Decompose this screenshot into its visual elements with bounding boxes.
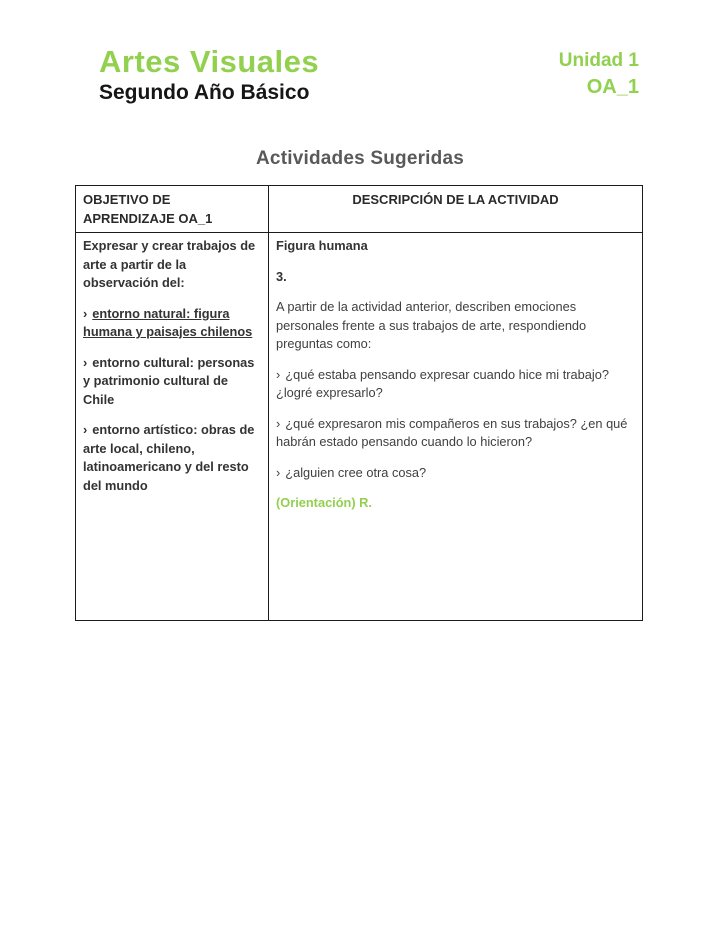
activity-cell [269, 233, 643, 621]
table-header-row [76, 186, 643, 233]
bullet-marker: › [276, 464, 281, 480]
oa-label: OA_1 [586, 76, 639, 98]
activity-question-3 [276, 464, 635, 483]
doc-header-right [559, 48, 639, 101]
bullet-marker: › [83, 354, 88, 370]
activity-question-2 [276, 415, 635, 452]
unit-label: Unidad 1 [558, 50, 639, 71]
orientation-note: (Orientación) R. [276, 495, 372, 510]
activity-heading: Figura humana [276, 238, 368, 253]
col-header-description: DESCRIPCIÓN DE LA ACTIVIDAD [269, 186, 643, 233]
bullet-marker: › [276, 415, 281, 431]
section-title: Actividades Sugeridas [256, 148, 464, 169]
grade-subtitle: Segundo Año Básico [99, 81, 310, 104]
activity-number: 3. [276, 268, 287, 284]
activity-intro: A partir de la actividad anterior, describen emociones personales frente a sus trabajos de arte, respondiendo preguntas como: [276, 299, 587, 351]
col-header-objective: OBJETIVO DE APRENDIZAJE OA_1 [76, 186, 269, 233]
question-text: ¿qué estaba pensando expresar cuando hice mi trabajo? ¿logré expresarlo? [276, 366, 609, 400]
objective-bullet-artistico [83, 421, 261, 495]
table-body-row [76, 233, 643, 621]
objective-intro: Expresar y crear trabajos de arte a partir de la observación del: [83, 238, 256, 290]
objective-cell [76, 233, 269, 621]
activities-table [75, 185, 643, 621]
question-text: ¿alguien cree otra cosa? [285, 464, 427, 480]
course-title: Artes Visuales [99, 44, 320, 79]
bullet-text: entorno cultural: personas y patrimonio cultural de Chile [83, 354, 255, 407]
bullet-text: entorno natural: figura humana y paisajes chilenos [83, 305, 253, 339]
bullet-marker: › [83, 305, 88, 321]
question-text: ¿qué expresaron mis compañeros en sus trabajos? ¿en qué habrán estado pensando cuando lo hicieron? [276, 415, 628, 449]
bullet-marker: › [276, 366, 281, 382]
bullet-marker: › [83, 422, 88, 437]
objective-bullet-cultural [83, 354, 261, 410]
activity-question-1 [276, 366, 635, 403]
doc-header-left [99, 44, 319, 105]
bullet-text: entorno artístico: obras de arte local, chileno, latinoamericano y del resto del mundo [83, 422, 255, 493]
objective-bullet-natural [83, 305, 261, 342]
